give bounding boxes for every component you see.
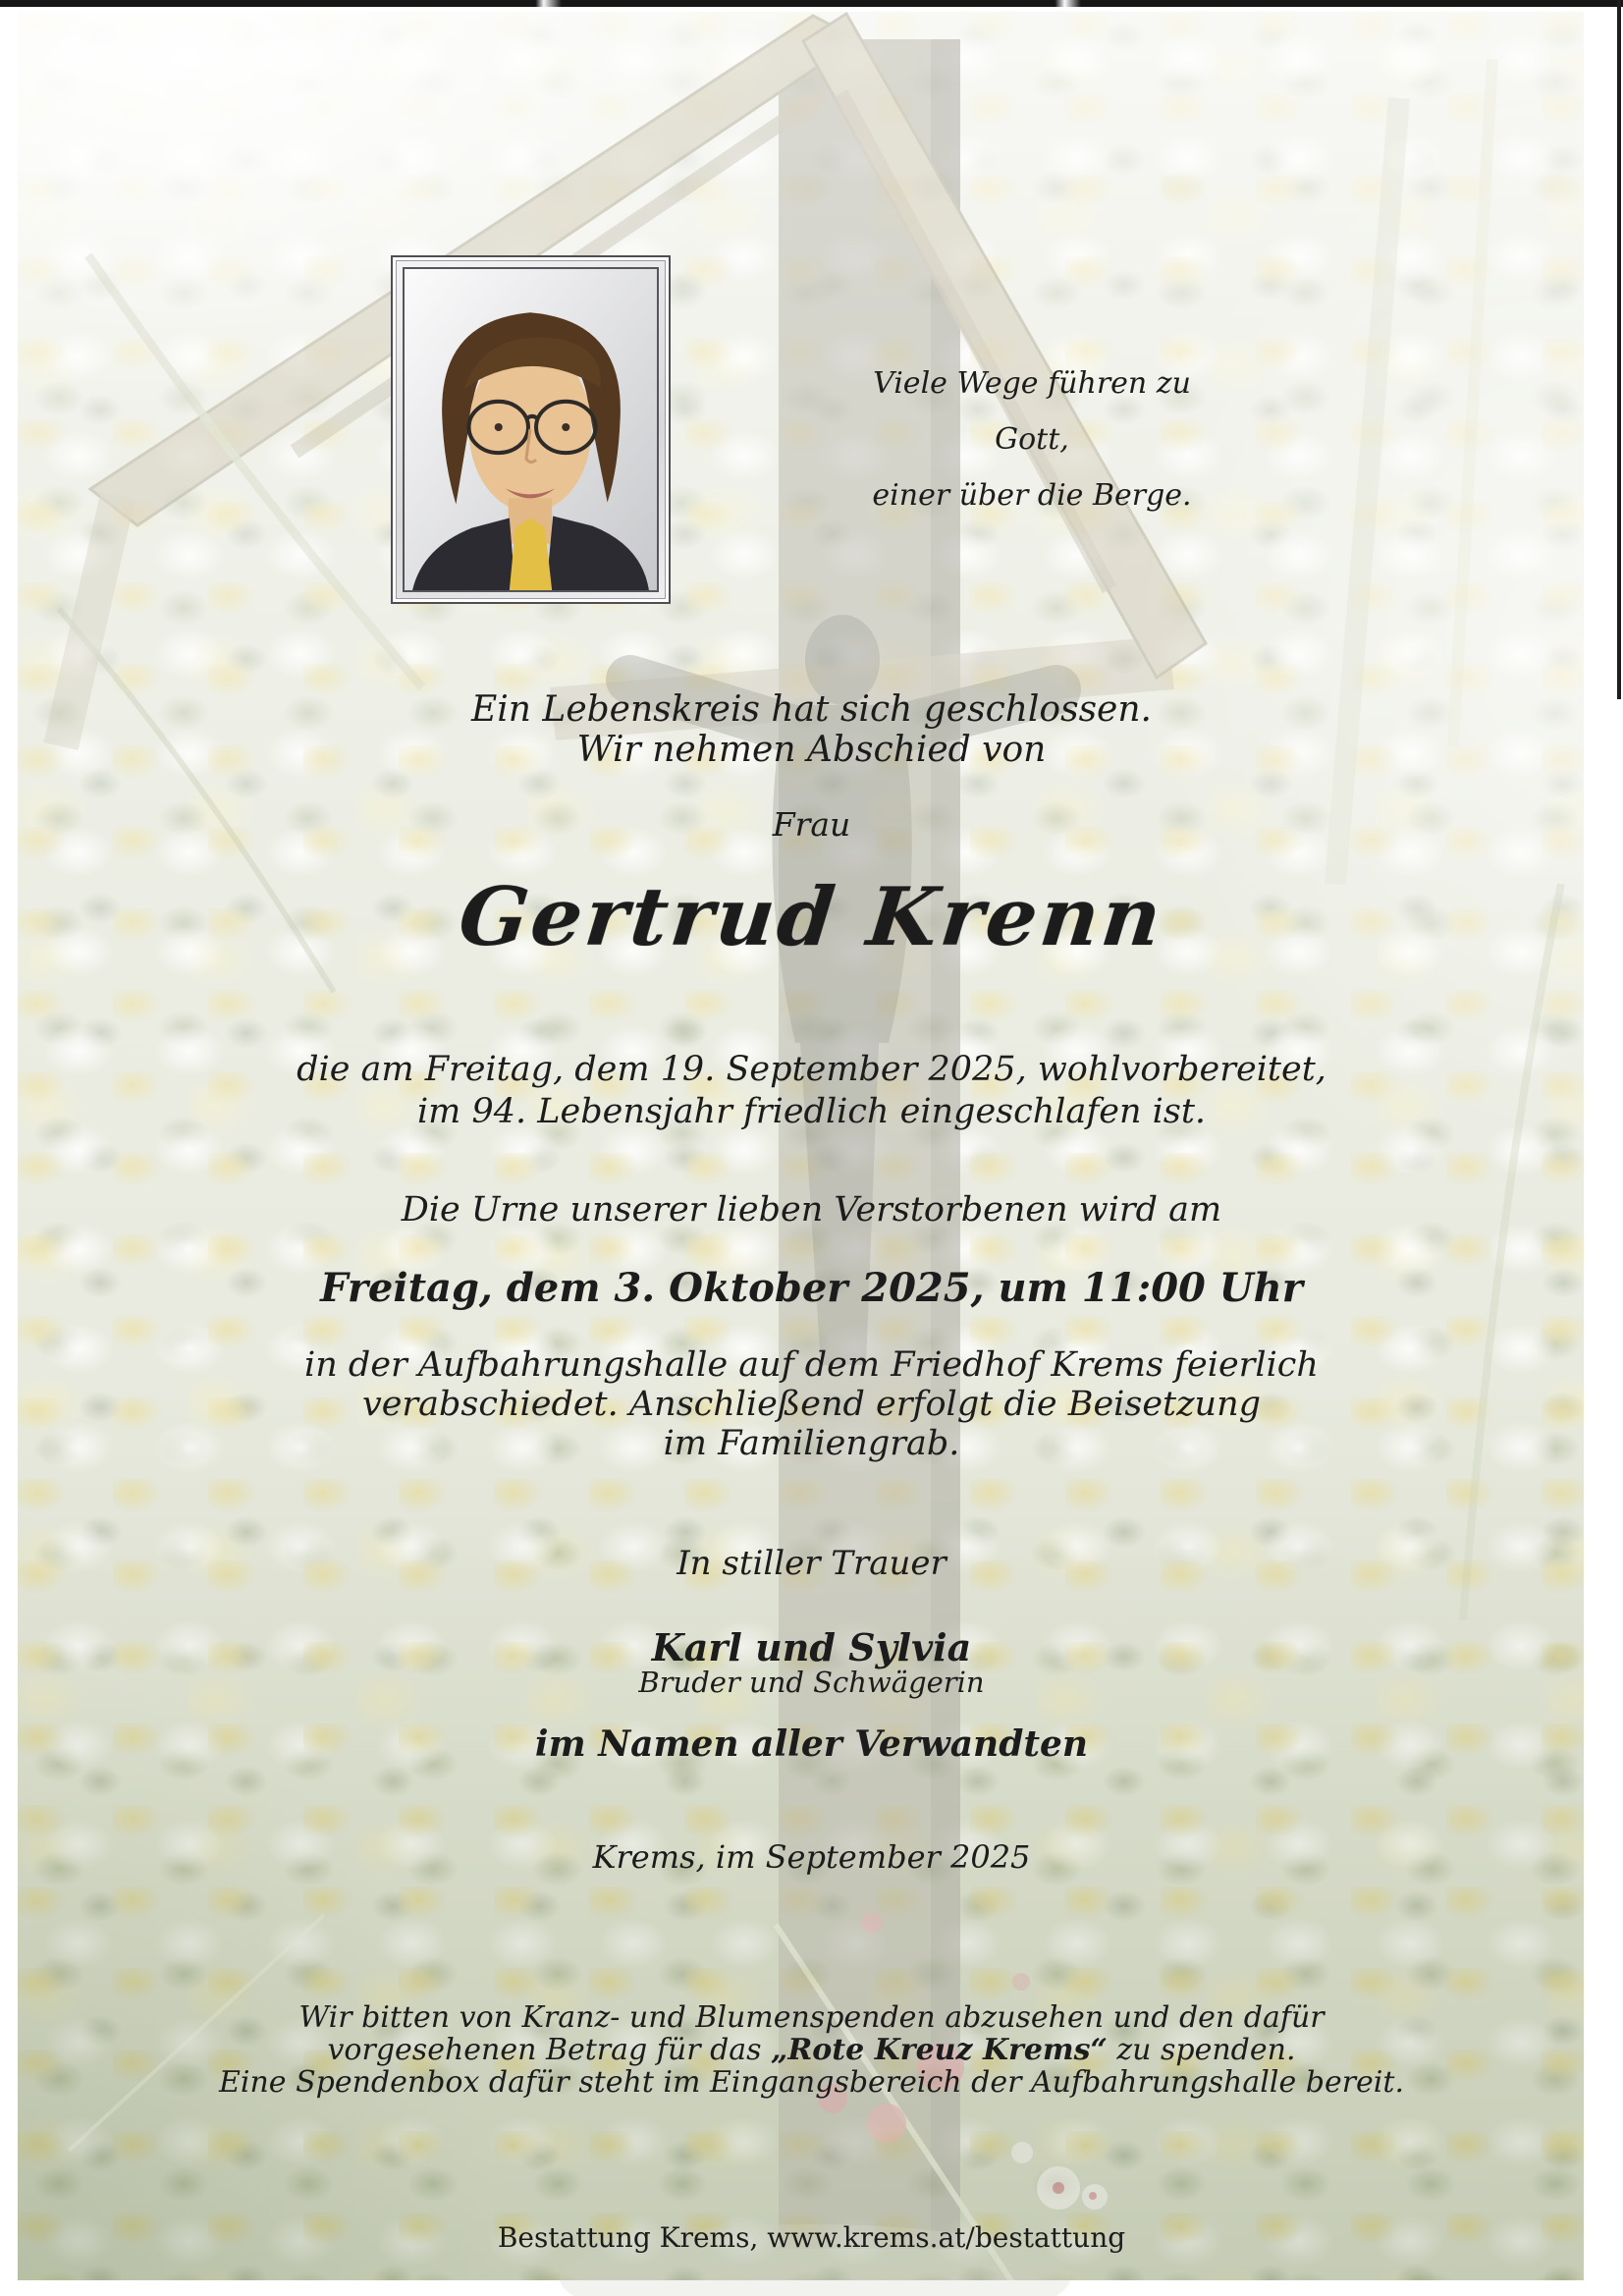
passing-line-2: im 94. Lebensjahr friedlich eingeschlafen ist. <box>416 1092 1207 1131</box>
urn-intro: Die Urne unserer lieben Verstorbenen wird am <box>401 1190 1222 1230</box>
scan-artifact-top <box>0 0 1623 7</box>
scan-artifact-right <box>1617 0 1621 699</box>
service-detail-line-2: verabschiedet. Anschließend erfolgt die Beisetzung <box>361 1385 1262 1424</box>
portrait-frame <box>391 255 671 604</box>
donation-charity-name: „Rote Kreuz Krems“ <box>771 2033 1108 2067</box>
service-datetime: Freitag, dem 3. Oktober 2025, um 11:00 Uhr <box>320 1265 1303 1311</box>
service-detail-line-1: in der Aufbahrungshalle auf dem Friedhof Krems feierlich <box>304 1345 1319 1385</box>
opening-quote <box>836 355 1228 523</box>
donation-line-2-post: zu spenden. <box>1107 2033 1296 2067</box>
mourners-relation: Bruder und Schwägerin <box>638 1666 985 1699</box>
donation-line-3: Eine Spendenbox dafür steht im Eingangsbereich der Aufbahrungshalle bereit. <box>218 2065 1404 2100</box>
intro-line-2: Wir nehmen Abschied von <box>576 730 1047 770</box>
quote-line-2: einer über die Berge. <box>872 478 1192 513</box>
mourners-names: Karl und Sylvia <box>651 1625 972 1669</box>
passing-lines <box>0 1049 1623 1133</box>
funeral-home-footer: Bestattung Krems, www.krems.at/bestattung <box>497 2221 1126 2254</box>
service-detail-line-3: im Familiengrab. <box>663 1424 960 1463</box>
portrait-photo <box>403 267 659 592</box>
portrait-illustration <box>405 269 657 590</box>
mourning-header: In stiller Trauer <box>676 1544 947 1583</box>
donation-line-1: Wir bitten von Kranz- und Blumenspenden abzusehen und den dafür <box>298 2000 1325 2035</box>
donation-note <box>0 2001 1623 2099</box>
quote-line-1: Viele Wege führen zu Gott, <box>873 366 1191 457</box>
donation-line-2-pre: vorgesehenen Betrag für das <box>327 2033 772 2067</box>
service-details <box>0 1345 1623 1463</box>
passing-line-1: die am Freitag, dem 19. September 2025, wohlvorbereitet, <box>297 1050 1326 1089</box>
mourners-on-behalf: im Namen aller Verwandten <box>534 1723 1089 1765</box>
intro-lines <box>0 689 1623 770</box>
salutation: Frau <box>772 805 851 844</box>
place-and-date: Krems, im September 2025 <box>592 1838 1031 1876</box>
intro-line-1: Ein Lebenskreis hat sich geschlossen. <box>471 689 1152 730</box>
deceased-name: Gertrud Krenn <box>455 870 1168 964</box>
donation-line-2 <box>0 2034 1623 2066</box>
